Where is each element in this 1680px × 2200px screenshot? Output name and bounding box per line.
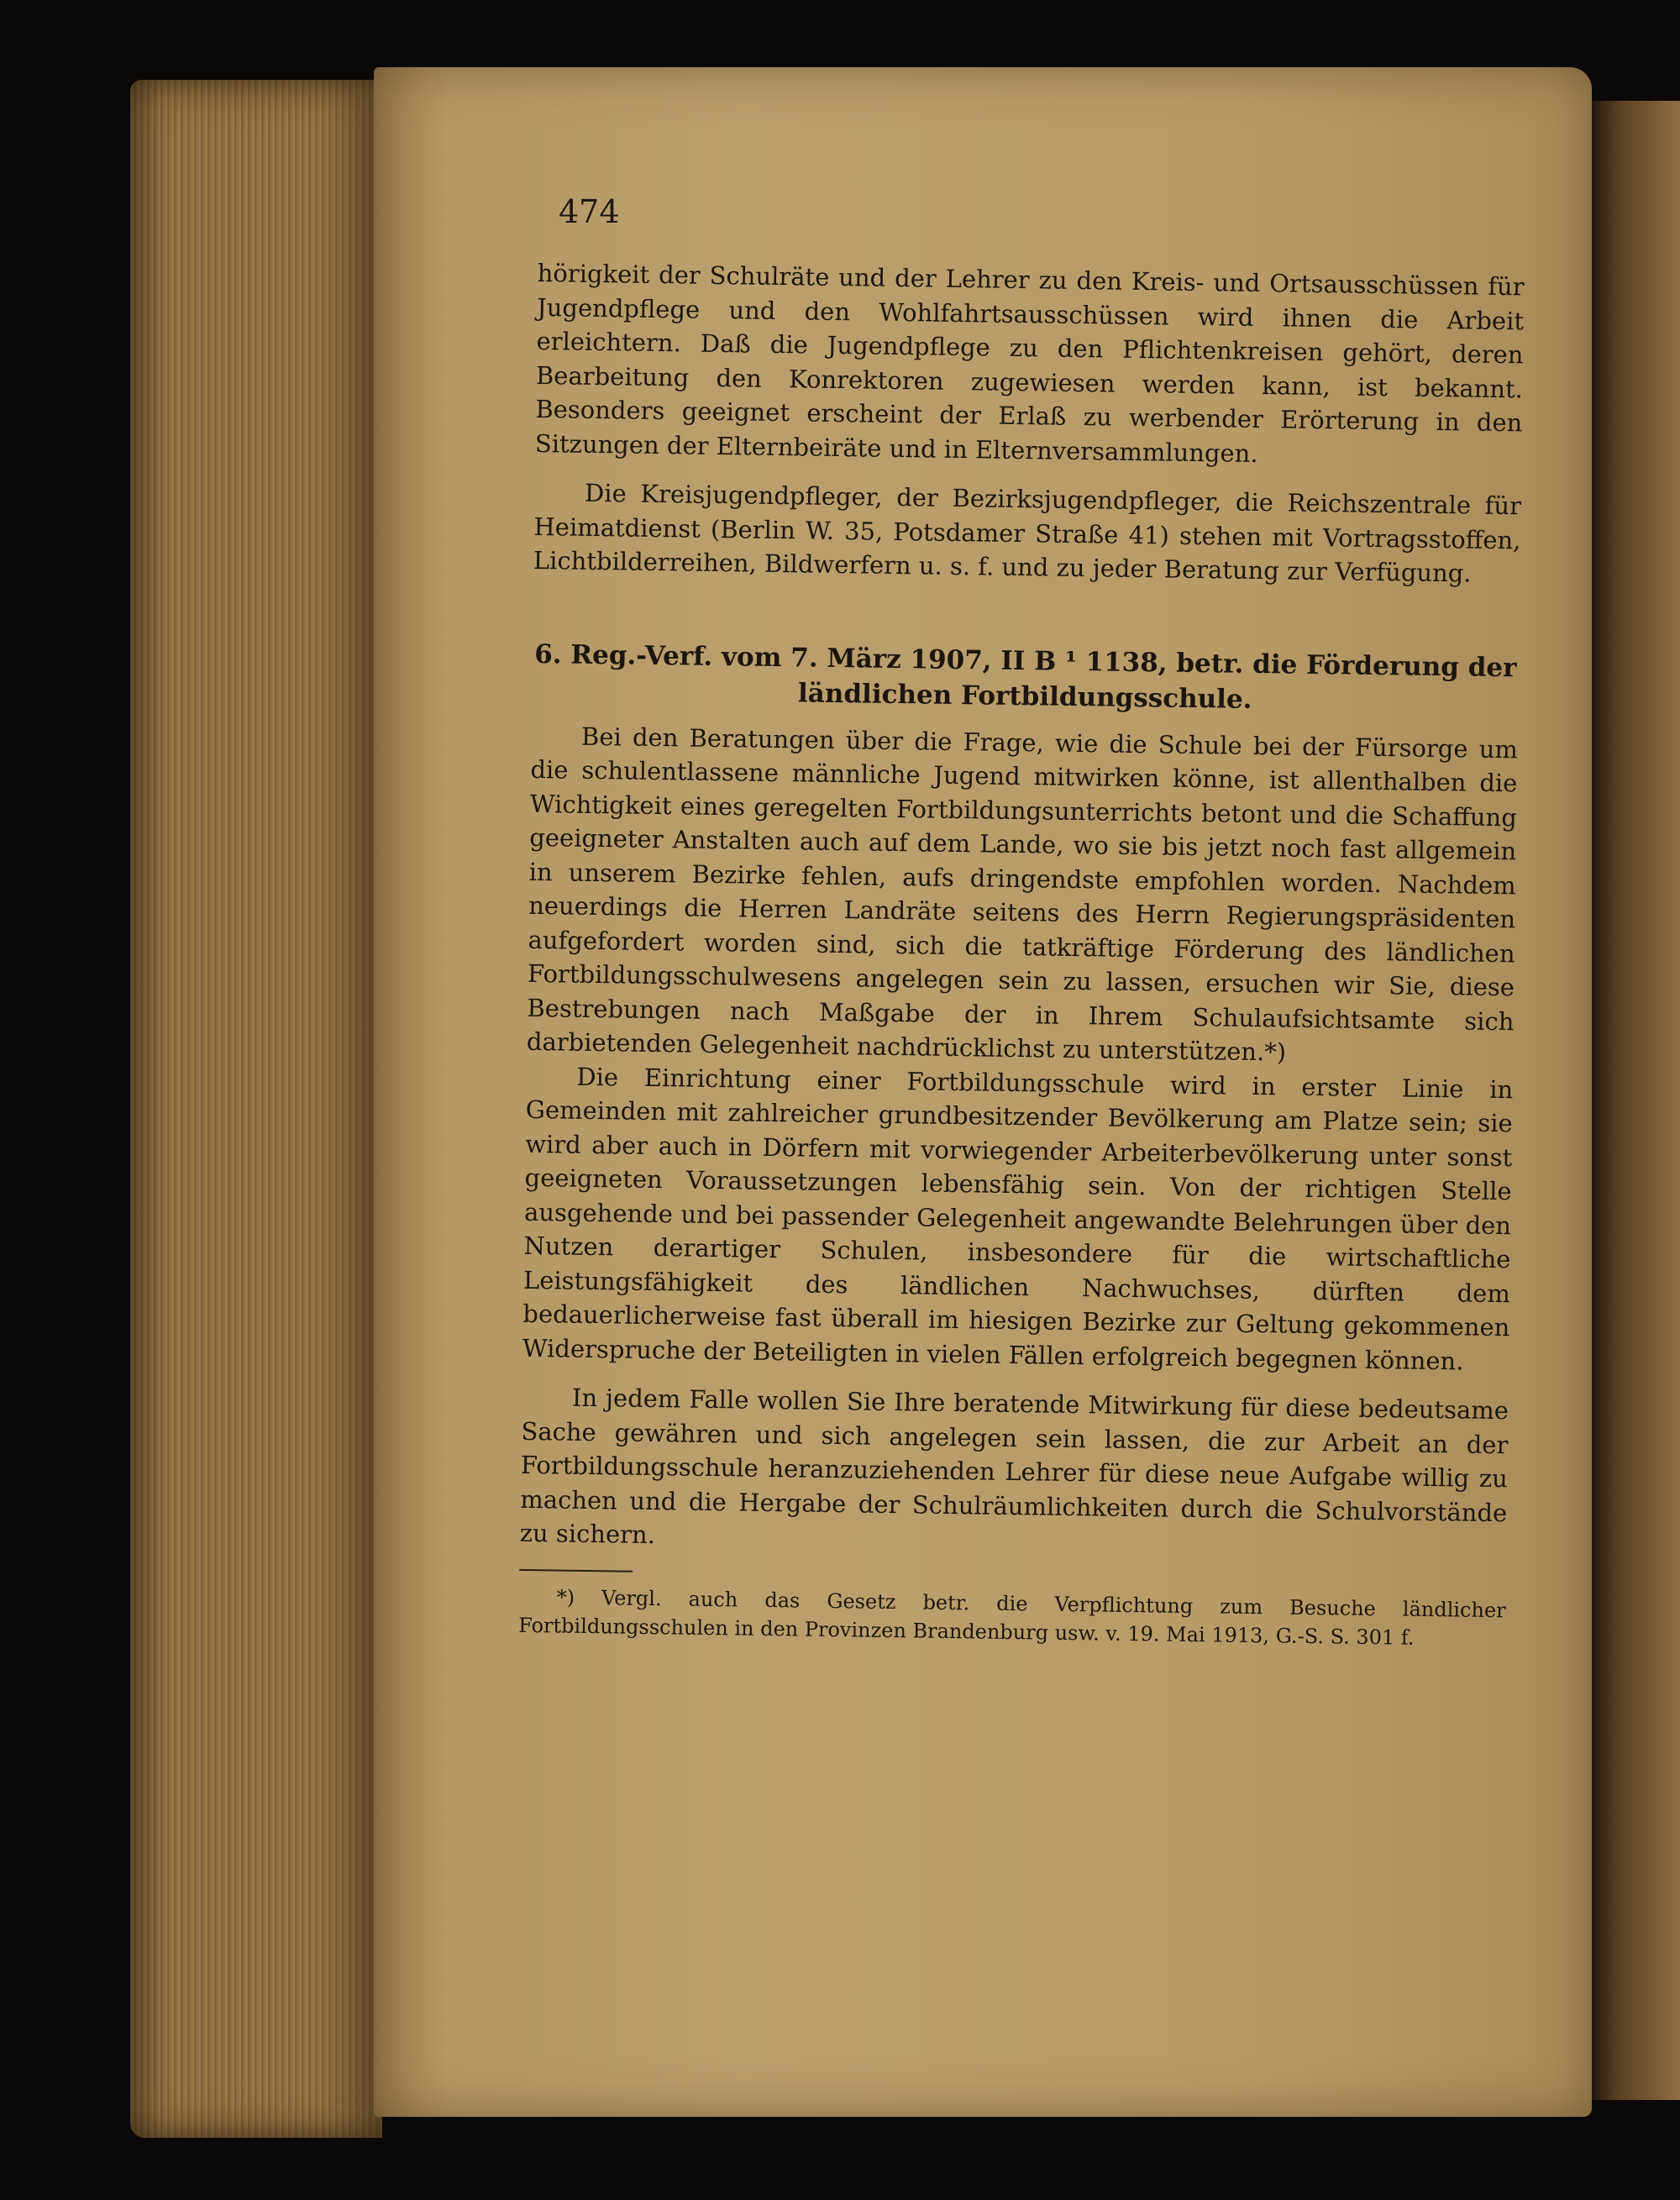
footnote-divider (519, 1568, 633, 1572)
continued-paragraph-2: Die Kreisjugendpfleger, der Bezirksjugendpfleger, die Reichszentrale für Heimatdienst (Berlin W. 35, Potsdamer Straße 41) stehen mit Vortragsstoffen, Lichtbilderreihen, Bildwerfern u. s. f. und zu jeder Beratung zur Verfügung. (533, 478, 1522, 588)
continued-paragraph-1: hörigkeit der Schulräte und der Lehrer zu den Kreis- und Ortsausschüssen für Jugendpflege und den Wohlfahrtsausschüssen wird ihnen die Arbeit erleichtern. Daß die Jugendpflege zu den Pflichtenkreisen gehört, deren Bearbeitung den Konrektoren zugewiesen werden kann, ist bekannt. Besonders geeignet erscheint der Erlaß zu werbender Erörterung in den Sitzungen der Elternbeiräte und in Elternversammlungen. (534, 258, 1525, 468)
footnote: *) Vergl. auch das Gesetz betr. die Verpflichtung zum Besuche ländlicher Fortbildungsschulen in den Provinzen Brandenburg usw. v. 19. Mai 1913, G.-S. S. 301 f. (518, 1584, 1506, 1650)
page-edges (130, 80, 382, 2138)
adjacent-page-edge (1588, 101, 1680, 2100)
section-heading-line-1: 6. Reg.-Verf. vom 7. März 1907, II B ¹ 1138, betr. die Förderung der (533, 638, 1517, 683)
section-paragraph-1: Bei den Beratungen über die Frage, wie die Schule bei der Fürsorge um die schulentlassene männliche Jugend mitwirken könne, ist allenthalben die Wichtigkeit eines geregelten Fortbildungsunterrichts betont und die Schaffung geeigneter Anstalten auch auf dem Lande, wo sie bis jetzt noch fast allgemein in unserem Bezirke fehlen, aufs dringendste empfohlen worden. Nachdem neuerdings die Herren Landräte seitens des Herrn Regierungspräsidenten aufgefordert worden sind, sich die tatkräftige Förderung des ländlichen Fortbildungsschulwesens angelegen sein zu lassen, ersuchen wir Sie, diese Bestrebungen nach Maßgabe der in Ihrem Schulaufsichtsamte sich darbietenden Gelegenheit nachdrücklichst zu unterstützen.*) (526, 722, 1519, 1067)
section-paragraph-2: Die Einrichtung einer Fortbildungsschule wird in erster Linie in Gemeinden mit zahlreicher grundbesitzender Bevölkerung am Platze sein; sie wird aber auch in Dörfern mit vorwiegender Arbeiterbevölkerung unter sonst geeigneten Voraussetzungen lebensfähig sein. Von der richtigen Stelle ausgehende und bei passender Gelegenheit angewandte Belehrungen über den Nutzen derartiger Schulen, insbesondere für die wirtschaftliche Leistungsfähigkeit des ländlichen Nachwuchses, dürften dem bedauerlicherweise fast überall im hiesigen Bezirke zur Geltung gekommenen Widerspruche der Beteiligten in vielen Fällen erfolgreich begegnen können. (522, 1062, 1514, 1376)
page-text (518, 256, 1525, 1653)
page-number: 474 (559, 193, 620, 230)
section-heading-line-2: ländlichen Fortbildungsschule. (797, 677, 1252, 715)
section-paragraph-3: In jedem Falle wollen Sie Ihre beratende Mitwirkung für diese bedeutsame Sache gewähren und sich angelegen sein lassen, die zur Arbeit an der Fortbildungsschule heranzuziehenden Lehrer für diese neue Aufgabe willig zu machen und die Hergabe der Schulräumlichkeiten durch die Schulvorstände zu sichern. (519, 1383, 1509, 1550)
